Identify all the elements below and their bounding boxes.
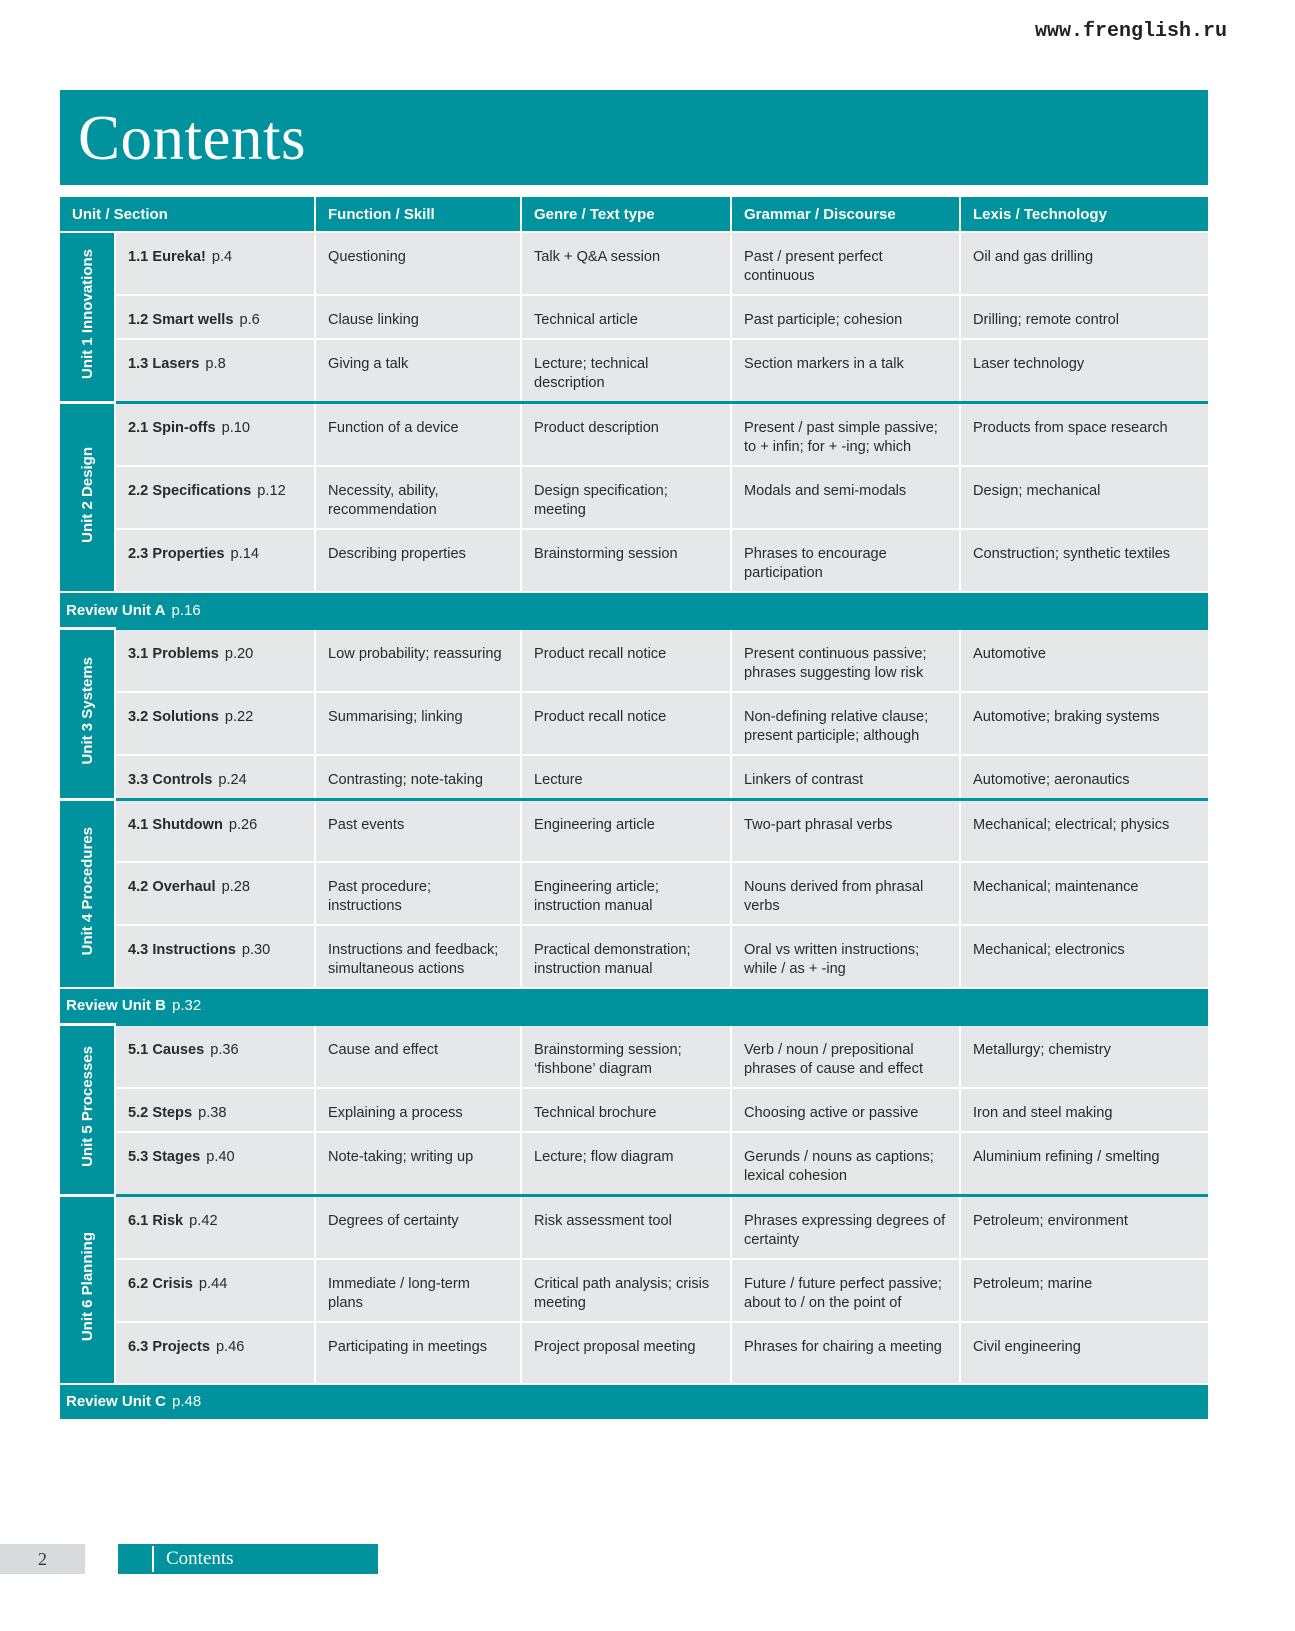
lexis-cell: Construction; synthetic textiles	[960, 529, 1208, 592]
lexis-cell: Mechanical; electrical; physics	[960, 800, 1208, 862]
lexis-cell: Mechanical; maintenance	[960, 862, 1208, 925]
table-body	[60, 232, 1208, 1419]
table-row	[60, 339, 1208, 403]
footer-label: Contents	[166, 1548, 234, 1569]
table-row	[60, 692, 1208, 755]
table-row	[60, 1259, 1208, 1322]
grammar-cell: Nouns derived from phrasal verbs	[731, 862, 960, 925]
grammar-cell: Choosing active or passive	[731, 1088, 960, 1132]
section-name[interactable]: 3.3 Controls	[128, 772, 213, 788]
lexis-cell: Drilling; remote control	[960, 295, 1208, 339]
contents-banner	[60, 90, 1208, 185]
section-page: p.36	[210, 1041, 239, 1058]
review-name[interactable]: Review Unit A	[66, 601, 166, 619]
genre-cell: Engineering article	[521, 800, 731, 862]
lexis-cell: Aluminium refining / smelting	[960, 1132, 1208, 1196]
grammar-cell: Verb / noun / prepositional phrases of cause and effect	[731, 1024, 960, 1088]
page-title: Contents	[78, 103, 307, 173]
section-cell[interactable]	[115, 466, 315, 529]
header-grammar-discourse: Grammar / Discourse	[731, 197, 960, 232]
genre-cell: Lecture; flow diagram	[521, 1132, 731, 1196]
section-name[interactable]: 4.2 Overhaul	[128, 878, 216, 895]
grammar-cell: Oral vs written instructions; while / as + -ing	[731, 925, 960, 988]
lexis-cell: Petroleum; marine	[960, 1259, 1208, 1322]
header-function-skill: Function / Skill	[315, 197, 521, 232]
grammar-cell: Section markers in a talk	[731, 339, 960, 403]
table-row	[60, 800, 1208, 862]
grammar-cell: Present continuous passive; phrases suggesting low risk	[731, 629, 960, 693]
table-row	[60, 755, 1208, 800]
footer-bar	[118, 1544, 378, 1574]
table-row	[60, 295, 1208, 339]
genre-cell: Brainstorming session	[521, 529, 731, 592]
unit-label-cell	[60, 629, 115, 800]
section-page: p.42	[189, 1212, 218, 1229]
review-cell[interactable]	[60, 592, 1208, 629]
function-cell: Necessity, ability, recommendation	[315, 466, 521, 529]
section-page: p.12	[257, 483, 286, 499]
section-page: p.30	[241, 941, 271, 958]
section-name[interactable]: 6.3 Projects	[128, 1338, 210, 1355]
contents-table	[60, 197, 1208, 1419]
function-cell: Past procedure; instructions	[315, 862, 521, 925]
function-cell: Describing properties	[315, 529, 521, 592]
function-cell: Instructions and feedback; simultaneous actions	[315, 925, 521, 988]
grammar-cell: Two-part phrasal verbs	[731, 800, 960, 862]
genre-cell: Brainstorming session; ‘fishbone’ diagram	[521, 1024, 731, 1088]
section-name[interactable]: 2.2 Specifications	[128, 483, 252, 499]
section-cell[interactable]	[115, 529, 315, 592]
function-cell: Contrasting; note-taking	[315, 755, 521, 800]
function-cell: Function of a device	[315, 403, 521, 467]
grammar-cell: Present / past simple passive; to + infin; for + -ing; which	[731, 403, 960, 467]
unit-label: Unit 4 Procedures	[78, 826, 96, 955]
section-page: p.20	[224, 646, 254, 662]
grammar-cell: Future / future perfect passive; about to / on the point of	[731, 1259, 960, 1322]
lexis-cell: Mechanical; electronics	[960, 925, 1208, 988]
review-row[interactable]	[60, 1384, 1208, 1419]
section-name[interactable]: 5.1 Causes	[128, 1041, 205, 1058]
unit-label-cell	[60, 1024, 115, 1195]
section-cell[interactable]	[115, 1024, 315, 1088]
lexis-cell: Oil and gas drilling	[960, 232, 1208, 295]
lexis-cell: Automotive; braking systems	[960, 692, 1208, 755]
section-name[interactable]: 1.3 Lasers	[128, 356, 200, 372]
header-genre-text-type: Genre / Text type	[521, 197, 731, 232]
section-name[interactable]: 4.1 Shutdown	[128, 817, 223, 833]
section-page: p.44	[198, 1275, 228, 1292]
function-cell: Low probability; reassuring	[315, 629, 521, 693]
genre-cell: Critical path analysis; crisis meeting	[521, 1259, 731, 1322]
unit-label: Unit 1 Innovations	[78, 248, 96, 379]
review-cell[interactable]	[60, 988, 1208, 1025]
unit-label-cell	[60, 232, 115, 403]
table-header-row	[60, 197, 1208, 232]
table-row	[60, 629, 1208, 693]
genre-cell: Talk + Q&A session	[521, 232, 731, 295]
function-cell: Giving a talk	[315, 339, 521, 403]
section-name[interactable]: 3.2 Solutions	[128, 709, 219, 725]
unit-label: Unit 6 Planning	[78, 1231, 96, 1342]
review-page: p.16	[171, 601, 201, 619]
section-name[interactable]: 2.1 Spin-offs	[128, 420, 216, 436]
section-name[interactable]: 4.3 Instructions	[128, 941, 236, 958]
genre-cell: Product description	[521, 403, 731, 467]
review-cell[interactable]	[60, 1384, 1208, 1419]
grammar-cell: Linkers of contrast	[731, 755, 960, 800]
header-unit-section: Unit / Section	[60, 197, 315, 232]
section-cell[interactable]	[115, 295, 315, 339]
table-row	[60, 466, 1208, 529]
table-row	[60, 1088, 1208, 1132]
section-page: p.4	[211, 249, 233, 265]
section-cell[interactable]	[115, 862, 315, 925]
genre-cell: Lecture; technical description	[521, 339, 731, 403]
review-page: p.32	[172, 997, 202, 1014]
table-row	[60, 1024, 1208, 1088]
unit-label-cell	[60, 800, 115, 988]
lexis-cell: Automotive	[960, 629, 1208, 693]
section-cell[interactable]	[115, 1259, 315, 1322]
lexis-cell: Products from space research	[960, 403, 1208, 467]
table-row	[60, 1322, 1208, 1384]
section-cell[interactable]	[115, 1088, 315, 1132]
section-cell[interactable]	[115, 629, 315, 693]
review-name[interactable]: Review Unit C	[66, 1393, 167, 1410]
table-row	[60, 1195, 1208, 1259]
grammar-cell: Gerunds / nouns as captions; lexical cohesion	[731, 1132, 960, 1196]
unit-label: Unit 3 Systems	[78, 657, 96, 765]
section-name[interactable]: 1.2 Smart wells	[128, 312, 234, 328]
lexis-cell: Laser technology	[960, 339, 1208, 403]
lexis-cell: Metallurgy; chemistry	[960, 1024, 1208, 1088]
section-page: p.14	[230, 546, 259, 562]
grammar-cell: Past participle; cohesion	[731, 295, 960, 339]
function-cell: Explaining a process	[315, 1088, 521, 1132]
section-page: p.6	[239, 312, 260, 328]
grammar-cell: Phrases for chairing a meeting	[731, 1322, 960, 1384]
table-row	[60, 403, 1208, 467]
section-page: p.46	[215, 1338, 245, 1355]
table-row	[60, 862, 1208, 925]
section-name[interactable]: 6.2 Crisis	[128, 1275, 193, 1292]
section-cell[interactable]	[115, 692, 315, 755]
section-cell[interactable]	[115, 1195, 315, 1259]
table-row	[60, 1132, 1208, 1196]
unit-label-cell	[60, 403, 115, 593]
unit-label: Unit 2 Design	[78, 446, 96, 543]
function-cell: Cause and effect	[315, 1024, 521, 1088]
genre-cell: Technical article	[521, 295, 731, 339]
lexis-cell: Design; mechanical	[960, 466, 1208, 529]
genre-cell: Lecture	[521, 755, 731, 800]
review-page: p.48	[172, 1393, 202, 1410]
section-page: p.38	[198, 1104, 227, 1121]
genre-cell: Design specification; meeting	[521, 466, 731, 529]
function-cell: Note-taking; writing up	[315, 1132, 521, 1196]
section-cell[interactable]	[115, 1322, 315, 1384]
review-row[interactable]	[60, 988, 1208, 1025]
header-lexis-technology: Lexis / Technology	[960, 197, 1208, 232]
section-name[interactable]: 1.1 Eureka!	[128, 249, 206, 265]
table-row	[60, 232, 1208, 295]
section-cell[interactable]	[115, 925, 315, 988]
function-cell: Questioning	[315, 232, 521, 295]
genre-cell: Product recall notice	[521, 692, 731, 755]
section-cell[interactable]	[115, 232, 315, 295]
section-page: p.40	[206, 1148, 235, 1165]
section-cell[interactable]	[115, 339, 315, 403]
review-name[interactable]: Review Unit B	[66, 997, 167, 1014]
genre-cell: Technical brochure	[521, 1088, 731, 1132]
section-name[interactable]: 2.3 Properties	[128, 546, 225, 562]
grammar-cell: Phrases expressing degrees of certainty	[731, 1195, 960, 1259]
section-page: p.10	[221, 420, 250, 436]
section-page: p.22	[224, 709, 254, 725]
genre-cell: Practical demonstration; instruction manual	[521, 925, 731, 988]
grammar-cell: Phrases to encourage participation	[731, 529, 960, 592]
lexis-cell: Petroleum; environment	[960, 1195, 1208, 1259]
section-page: p.8	[205, 356, 226, 372]
function-cell: Participating in meetings	[315, 1322, 521, 1384]
function-cell: Past events	[315, 800, 521, 862]
footer-separator	[152, 1546, 154, 1572]
function-cell: Degrees of certainty	[315, 1195, 521, 1259]
section-cell[interactable]	[115, 755, 315, 800]
section-name[interactable]: 3.1 Problems	[128, 646, 219, 662]
section-page: p.28	[221, 878, 251, 895]
table-row	[60, 925, 1208, 988]
section-page: p.26	[228, 817, 258, 833]
footer-page-number: 2	[0, 1544, 85, 1574]
lexis-cell: Civil engineering	[960, 1322, 1208, 1384]
genre-cell: Project proposal meeting	[521, 1322, 731, 1384]
section-cell[interactable]	[115, 1132, 315, 1196]
genre-cell: Product recall notice	[521, 629, 731, 693]
unit-label-cell	[60, 1195, 115, 1384]
function-cell: Immediate / long-term plans	[315, 1259, 521, 1322]
function-cell: Summarising; linking	[315, 692, 521, 755]
grammar-cell: Modals and semi-modals	[731, 466, 960, 529]
lexis-cell: Iron and steel making	[960, 1088, 1208, 1132]
genre-cell: Risk assessment tool	[521, 1195, 731, 1259]
table-row	[60, 529, 1208, 592]
genre-cell: Engineering article; instruction manual	[521, 862, 731, 925]
section-name[interactable]: 5.3 Stages	[128, 1148, 201, 1165]
unit-label: Unit 5 Processes	[78, 1046, 96, 1167]
section-name[interactable]: 5.2 Steps	[128, 1104, 193, 1121]
review-row[interactable]	[60, 592, 1208, 629]
grammar-cell: Past / present perfect continuous	[731, 232, 960, 295]
function-cell: Clause linking	[315, 295, 521, 339]
section-cell[interactable]	[115, 800, 315, 862]
site-url[interactable]: www.frenglish.ru	[1035, 20, 1228, 43]
section-name[interactable]: 6.1 Risk	[128, 1212, 184, 1229]
section-page: p.24	[218, 772, 247, 788]
section-cell[interactable]	[115, 403, 315, 467]
lexis-cell: Automotive; aeronautics	[960, 755, 1208, 800]
grammar-cell: Non-defining relative clause; present participle; although	[731, 692, 960, 755]
